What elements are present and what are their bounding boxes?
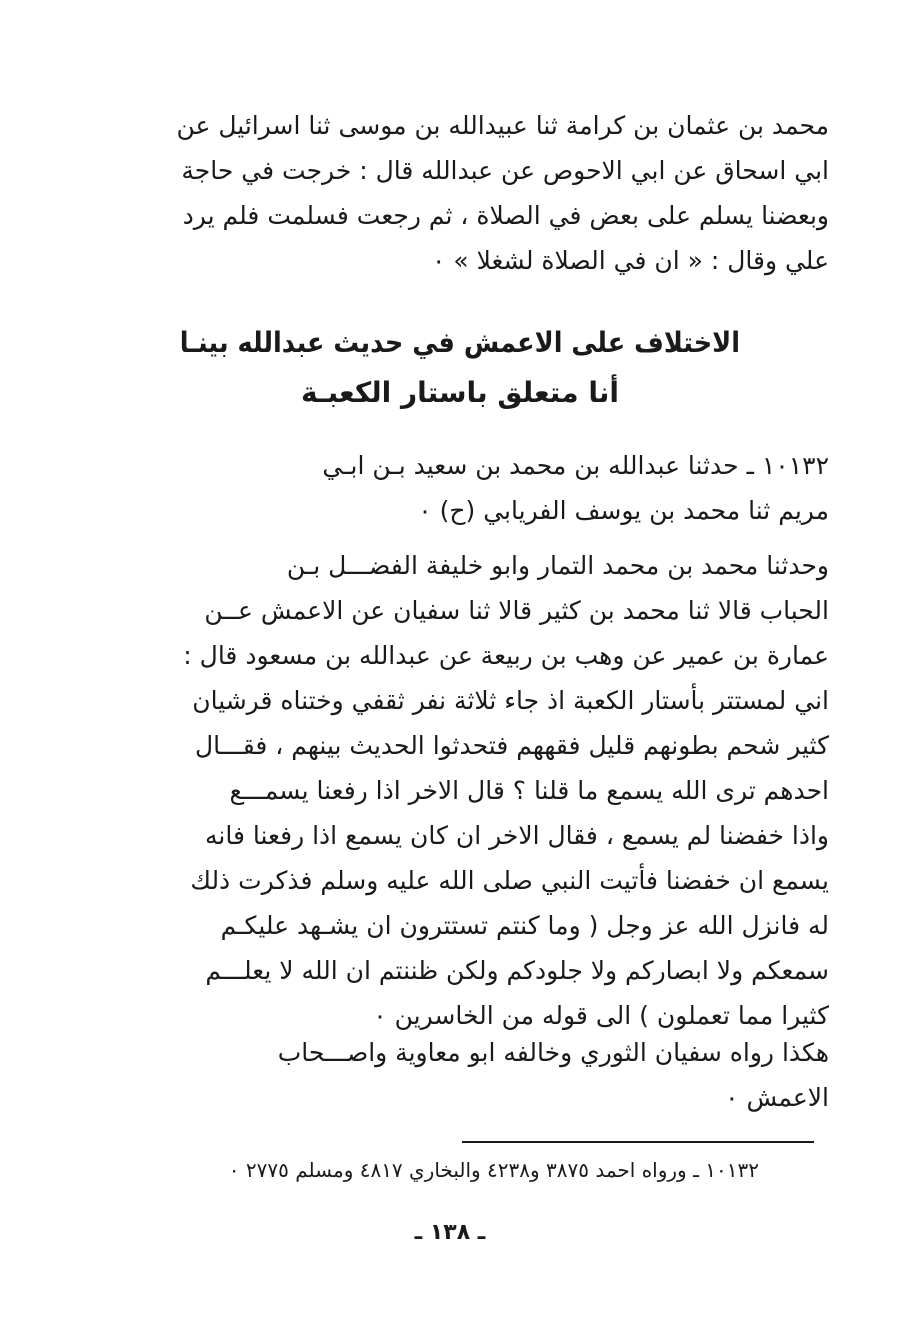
text-line: يسمع ان خفضنا فأتيت النبي صلى الله عليه وسلم فذكرت ذلك (190, 866, 829, 895)
footnote-divider (462, 1141, 814, 1143)
text-line: ابي اسحاق عن ابي الاحوص عن عبدالله قال : خرجت في حاجة (181, 156, 829, 185)
text-line: علي وقال : « ان في الصلاة لشغلا » ٠ (431, 246, 829, 275)
paragraph-top (124, 103, 829, 283)
text-line: الاعمش ٠ (725, 1083, 829, 1112)
text-line: كثيرا مما تعملون ) الى قوله من الخاسرين ٠ (373, 1001, 829, 1030)
hadith-intro (124, 443, 829, 533)
heading-line: أنا متعلق باستار الكعبـة (301, 376, 619, 409)
text-line: ١٠١٣٢ ـ حدثنا عبدالله بن محمد بن سعيد بـن ابـي (322, 451, 829, 480)
hadith-body (124, 543, 829, 1038)
text-line: له فانزل الله عز وجل ( وما كنتم تستترون ان يشـهد عليكـم (220, 911, 829, 940)
text-line: اني لمستتر بأستار الكعبة اذ جاء ثلاثة نفر ثقفي وختناه قرشيان (192, 686, 829, 715)
closing-paragraph (124, 1030, 829, 1120)
text-line: سمعكم ولا ابصاركم ولا جلودكم ولكن ظننتم ان الله لا يعلـــم (205, 956, 829, 985)
text-line: وحدثنا محمد بن محمد التمار وابو خليفة الفضـــل بـن (286, 551, 829, 580)
text-line: هكذا رواه سفيان الثوري وخالفه ابو معاوية واصـــحاب (277, 1038, 829, 1067)
text-line: عمارة بن عمير عن وهب بن ربيعة عن عبدالله بن مسعود قال : (183, 641, 829, 670)
section-heading (180, 318, 740, 418)
text-line: احدهم ترى الله يسمع ما قلنا ؟ قال الاخر اذا رفعنا يسمـــع (229, 776, 829, 805)
page-number: ـ ١٣٨ ـ (414, 1220, 486, 1245)
text-line: الحباب قالا ثنا محمد بن كثير قالا ثنا سفيان عن الاعمش عــن (204, 596, 829, 625)
text-line: كثير شحم بطونهم قليل فقههم فتحدثوا الحديث بينهم ، فقـــال (194, 731, 829, 760)
heading-line: الاختلاف على الاعمش في حديث عبدالله بينـا (179, 326, 740, 359)
footnote: ١٠١٣٢ ـ ورواه احمد ٣٨٧٥ و٤٢٣٨ والبخاري ٤٨١٧ ومسلم ٢٧٧٥ ٠ (228, 1158, 759, 1182)
text-line: واذا خفضنا لم يسمع ، فقال الاخر ان كان يسمع اذا رفعنا فانه (205, 821, 829, 850)
text-line: محمد بن عثمان بن كرامة ثنا عبيدالله بن موسى ثنا اسرائيل عن (176, 111, 829, 140)
text-line: مريم ثنا محمد بن يوسف الفريابي (ح) ٠ (418, 496, 829, 525)
text-line: وبعضنا يسلم على بعض في الصلاة ، ثم رجعت فسلمت فلم يرد (182, 201, 829, 230)
